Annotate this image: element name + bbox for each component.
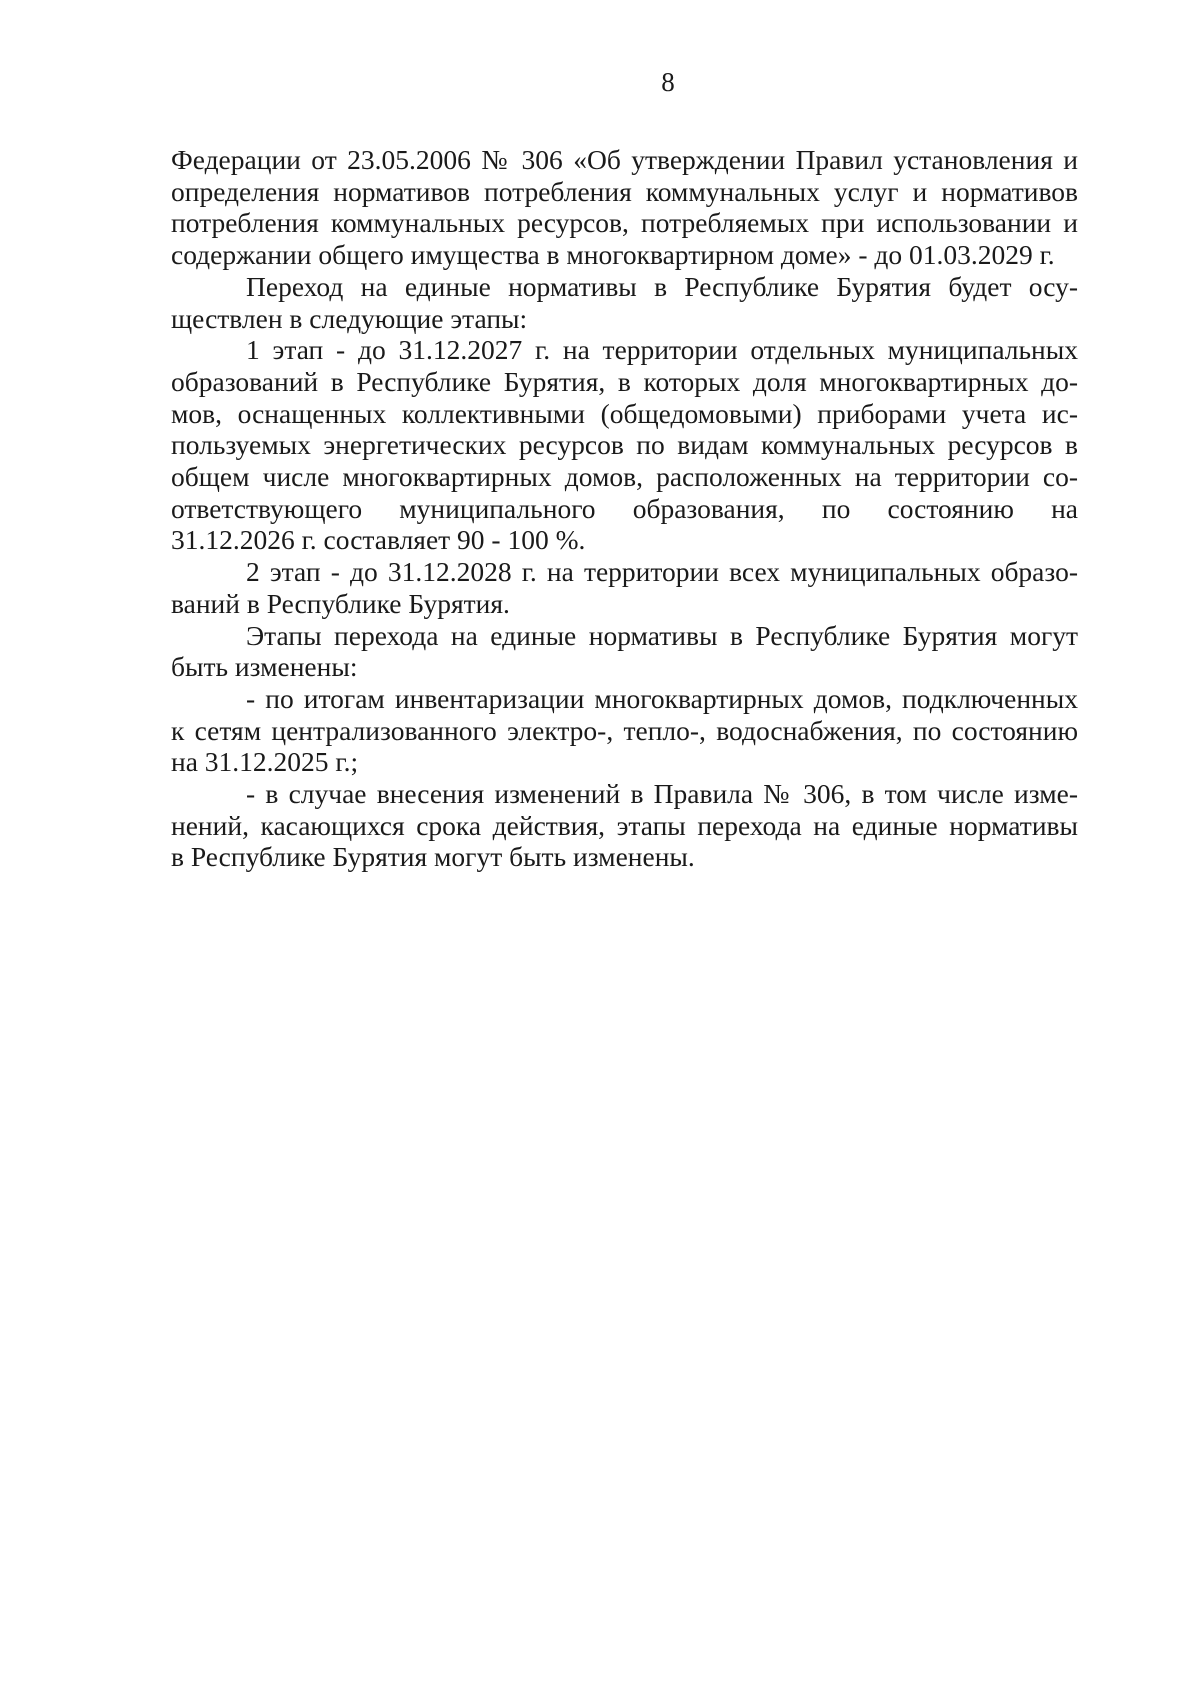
- paragraph: [171, 556, 1078, 619]
- text-line: нений, касающихся срока действия, этапы перехода на единые нормативы: [171, 809, 1078, 841]
- text-line: ществлен в следующие этапы:: [171, 302, 528, 334]
- text-line: Переход на единые нормативы в Республике Бурятия будет осу-: [246, 270, 1078, 302]
- text-line: общем числе многоквартирных домов, расположенных на территории со-: [171, 461, 1078, 493]
- paragraph: [171, 144, 1078, 271]
- text-line: определения нормативов потребления коммунальных услуг и нормативов: [171, 175, 1078, 207]
- text-line: быть изменены:: [171, 651, 358, 683]
- paragraph: [171, 778, 1078, 873]
- text-line: Федерации от 23.05.2006 № 306 «Об утверждении Правил установления и: [171, 144, 1078, 175]
- text-line: к сетям централизованного электро-, тепло-, водоснабжения, по состоянию: [171, 714, 1078, 746]
- text-line: ответствующего муниципального образования, по состоянию на: [171, 492, 1078, 524]
- paragraph: [171, 620, 1078, 683]
- text-line: образований в Республике Бурятия, в которых доля многоквартирных до-: [171, 365, 1078, 397]
- paragraph: [171, 271, 1078, 334]
- text-line: Этапы перехода на единые нормативы в Республике Бурятия могут: [246, 619, 1078, 651]
- paragraph: [171, 334, 1078, 556]
- text-line: мов, оснащенных коллективными (общедомовыми) приборами учета ис-: [171, 397, 1078, 429]
- page-number: 8: [661, 67, 675, 97]
- text-line: 2 этап - до 31.12.2028 г. на территории всех муниципальных образо-: [246, 556, 1078, 588]
- document-body: [171, 144, 1078, 873]
- text-line: потребления коммунальных ресурсов, потребляемых при использовании и: [171, 207, 1078, 239]
- text-line: содержании общего имущества в многоквартирном доме» - до 01.03.2029 г.: [171, 239, 1055, 271]
- text-line: на 31.12.2025 г.;: [171, 746, 359, 778]
- text-line: ваний в Республике Бурятия.: [171, 587, 510, 619]
- text-line: 1 этап - до 31.12.2027 г. на территории отдельных муниципальных: [246, 334, 1078, 366]
- text-line: пользуемых энергетических ресурсов по видам коммунальных ресурсов в: [171, 429, 1078, 461]
- paragraph: [171, 683, 1078, 778]
- text-line: в Республике Бурятия могут быть изменены.: [171, 841, 695, 873]
- text-line: 31.12.2026 г. составляет 90 - 100 %.: [171, 524, 586, 556]
- text-line: - по итогам инвентаризации многоквартирных домов, подключенных: [246, 682, 1078, 714]
- text-line: - в случае внесения изменений в Правила № 306, в том числе изме-: [246, 778, 1078, 810]
